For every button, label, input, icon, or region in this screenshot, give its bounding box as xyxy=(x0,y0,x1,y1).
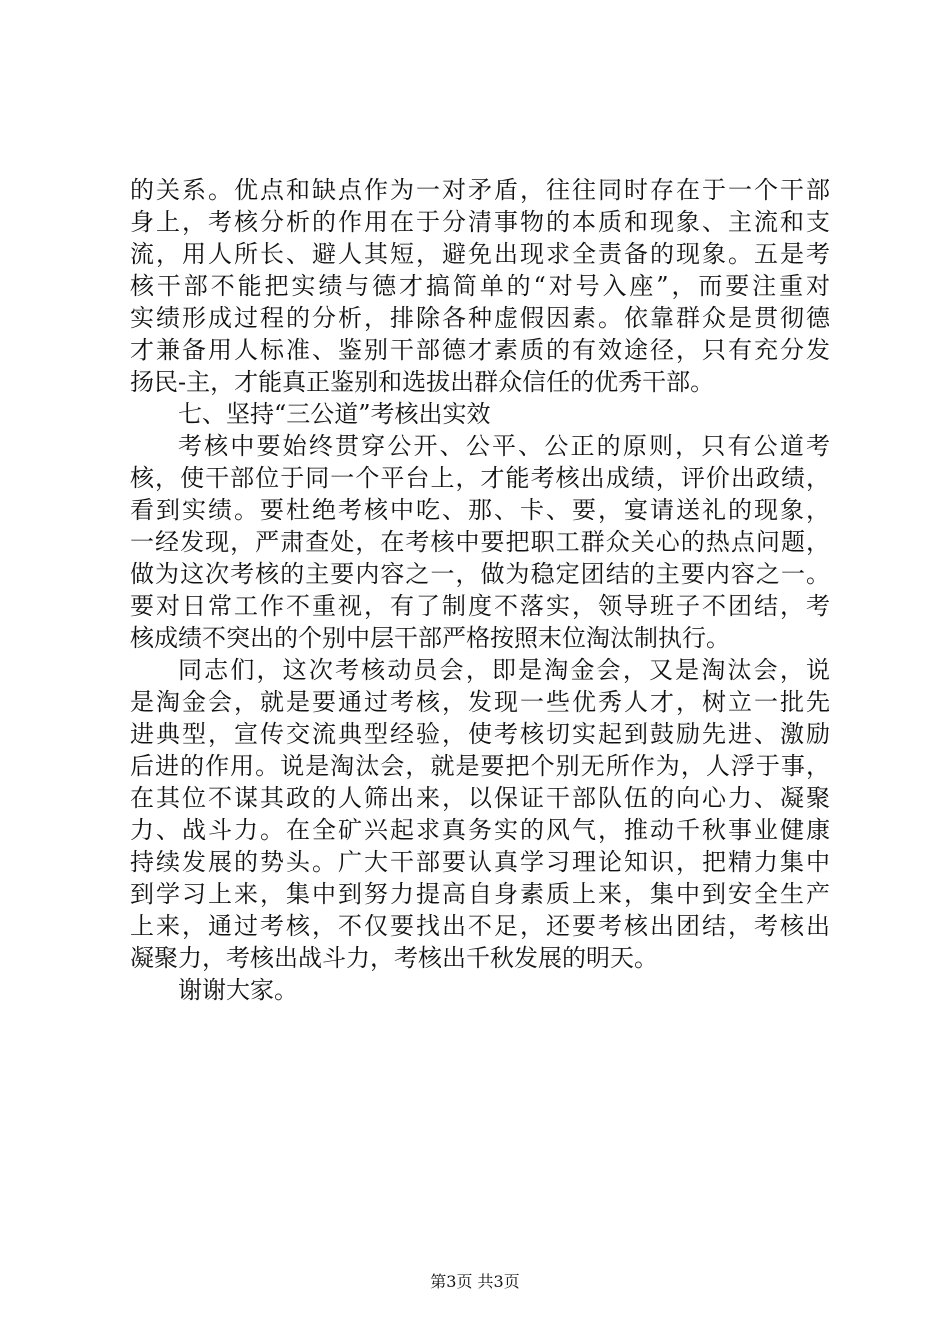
paragraph-line: 持续发展的势头。广大干部要认真学习理论知识，把精力集中 xyxy=(130,848,830,876)
paragraph-line: 做为这次考核的主要内容之一，做为稳定团结的主要内容之一。 xyxy=(130,560,830,588)
paragraph-line: 同志们，这次考核动员会，即是淘金会，又是淘汰会，说 xyxy=(178,656,830,684)
paragraph-line: 进典型，宣传交流典型经验，使考核切实起到鼓励先进、激励 xyxy=(130,720,830,748)
page-number-label: 第3页 共3页 xyxy=(430,1272,520,1291)
paragraph-line: 力、战斗力。在全矿兴起求真务实的风气，推动千秋事业健康 xyxy=(130,816,830,844)
paragraph-line: 后进的作用。说是淘汰会，就是要把个别无所作为，人浮于事， xyxy=(130,752,830,780)
paragraph-line: 到学习上来，集中到努力提高自身素质上来，集中到安全生产 xyxy=(130,880,830,908)
paragraph-line: 的关系。优点和缺点作为一对矛盾，往往同时存在于一个干部 xyxy=(130,176,830,204)
paragraph-line: 看到实绩。要杜绝考核中吃、那、卡、要，宴请送礼的现象， xyxy=(130,496,830,524)
section-heading: 七、坚持“三公道”考核出实效 xyxy=(178,400,491,428)
paragraph-line: 是淘金会，就是要通过考核，发现一些优秀人才，树立一批先 xyxy=(130,688,830,716)
paragraph-line: 身上，考核分析的作用在于分清事物的本质和现象、主流和支 xyxy=(130,208,830,236)
paragraph-line: 核成绩不突出的个别中层干部严格按照末位淘汰制执行。 xyxy=(130,624,730,652)
closing-line: 谢谢大家。 xyxy=(178,976,298,1004)
paragraph-line: 核，使干部位于同一个平台上，才能考核出成绩，评价出政绩， xyxy=(130,464,830,492)
paragraph-line: 才兼备用人标准、鉴别干部德才素质的有效途径，只有充分发 xyxy=(130,336,830,364)
paragraph-line: 流，用人所长、避人其短，避免出现求全责备的现象。五是考 xyxy=(130,240,830,268)
document-body xyxy=(130,174,830,1006)
paragraph-line: 实绩形成过程的分析，排除各种虚假因素。依靠群众是贯彻德 xyxy=(130,304,830,332)
paragraph-line: 在其位不谋其政的人筛出来，以保证干部队伍的向心力、凝聚 xyxy=(130,784,830,812)
page-footer xyxy=(0,1272,950,1292)
paragraph-line: 要对日常工作不重视，有了制度不落实，领导班子不团结，考 xyxy=(130,592,830,620)
paragraph-line: 核干部不能把实绩与德才搞简单的“对号入座”，而要注重对 xyxy=(130,272,830,300)
paragraph-line: 考核中要始终贯穿公开、公平、公正的原则，只有公道考 xyxy=(178,432,830,460)
paragraph-line: 凝聚力，考核出战斗力，考核出千秋发展的明天。 xyxy=(130,944,658,972)
paragraph-line: 扬民-主，才能真正鉴别和选拔出群众信任的优秀干部。 xyxy=(130,368,715,396)
paragraph-line: 一经发现，严肃查处，在考核中要把职工群众关心的热点问题， xyxy=(130,528,830,556)
paragraph-line: 上来，通过考核，不仅要找出不足，还要考核出团结，考核出 xyxy=(130,912,830,940)
